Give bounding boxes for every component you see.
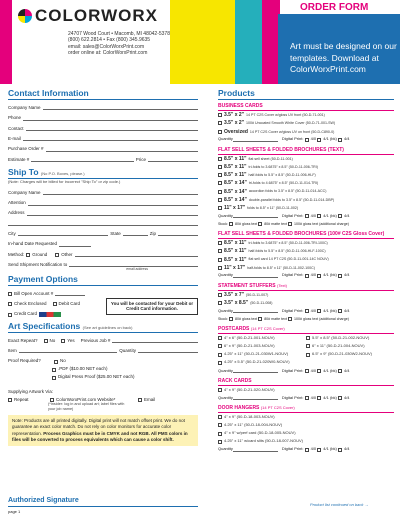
product-item[interactable]: 8.5" x 11" half-folds to 5.5" x 8.5" (50-D-11-006-HLF-100C) [218,247,394,255]
product-item[interactable]: 8.5" x 11" half-folds to 5.5" x 8.5" (50-D-11-006-HLF) [218,171,394,179]
website-note: (*Insider: log in and upload art; label files with your job name) [48,402,125,411]
product-item[interactable]: 6" x 11" (50-D-21-004-NOUV) [306,342,394,350]
payment-section [8,286,198,318]
statement-stuffers-heading: STATEMENT STUFFERS (Text) [218,283,394,291]
proof-row: Proof Required? No [8,358,66,364]
method-field[interactable]: Method: Ground Other [8,247,198,257]
brand-name: COLORWORX [35,6,158,25]
template-message: Art must be designed on our templates. Download at ColorWorxPrint.com [290,41,397,74]
product-item[interactable]: 3.5" x 2" 100# Uncoated Smooth White Cover (50-D-71-001-SW) [218,119,394,127]
print-note-box: Note: Products are all printed digitally. Digital print will not match offset print. We do not guarantee an exact color match. Do not rely on color monitors for accurate color representation. Process Graphics must be in CMYK and not RGB. All PMS colors in files will be converted to process equivalents which can cause a color shift. [8,415,198,446]
email-address-hint: email address [126,267,148,272]
product-item[interactable]: 4.25" x 11" (50-D-18-004-NOUV) [218,421,394,429]
header [0,0,400,84]
product-item[interactable]: 4" x 9" (50-D-18-003-NOUV) [218,413,394,421]
product-item[interactable]: 4" x 6" (50-D-21-001-NOUV) [218,334,306,342]
product-item[interactable]: 3.5" x 8.5" (50-D-11-008) [218,299,394,307]
product-item[interactable]: 3.5" x 7" (50-D-11-007) [218,291,394,299]
ship-company-field[interactable]: Company Name [8,185,198,195]
quantity-row[interactable]: Quantity Digital Print: 4/0 4/1 (bk) 4/4 [218,307,350,313]
product-item[interactable]: 4.25" x 11" w/card slits (50-D-18-007-NOUV) [218,438,394,446]
flat-sheets-cover-heading: FLAT SELL SHEETS & FOLDED BROCHURES (100# C2S Gloss Cover) [218,231,394,239]
exact-repeat-row: Exact Repeat? No Yes Previous Job # [8,333,198,343]
brand-logo [18,6,158,26]
stock-row[interactable]: Stock: 80# gloss text 80# matte text 100# gloss text (additional charge) [218,221,349,226]
product-item[interactable]: Oversized 14 PT C2S Cover w/gloss UV on front (50-D-C890-0) [218,128,394,136]
contact-heading: Contact Information [8,88,198,100]
proof-no-checkbox[interactable] [54,360,58,364]
press-proof-row: Digital Press Proof ($25.00 NET each) [8,372,198,380]
item-quantity-row[interactable]: Item Quantity [8,343,198,353]
quantity-row[interactable]: Quantity Digital Print: 4/0 4/1 (bk) 4/4 [218,446,350,452]
cyan-band [235,0,265,84]
pdf-proof-checkbox[interactable] [52,368,56,372]
continued-note: Product list continued on back → [310,502,369,507]
product-item[interactable]: 4" x 9" w/perf card (50-D-18-005-NOUV) [218,430,394,438]
product-item[interactable]: 8.5" x 14" double-parallel folds to 3.5" x 8.5" (50-D-11-014-DBP) [218,196,394,204]
repeat-no-checkbox[interactable] [44,339,48,343]
press-proof-checkbox[interactable] [52,376,56,380]
product-item[interactable]: 4.25" x 5.5" (50-D-21-020W0-NOUV) [218,359,306,367]
door-hangers-heading: DOOR HANGERS (14 PT C2S Cover) [218,405,394,413]
product-item[interactable]: 8.5" x 11" tri-folds to 3.6875" x 8.5" (50-D-11-006-TRI-100C) [218,239,394,247]
quantity-row[interactable]: Quantity Digital Print: 4/0 4/1 (bk) 4/4 [218,272,350,278]
address-field[interactable]: Address [8,206,198,216]
product-item[interactable]: 8.5" x 11" tri-folds to 3.6875" x 8.5" (50-D-11-006-TRI) [218,163,394,171]
purchase-order-field[interactable]: Purchase Order # [8,141,198,151]
ground-checkbox[interactable] [26,253,30,257]
debit-checkbox[interactable] [53,302,57,306]
product-item[interactable]: 6" x 9" (50-D-21-003-NOUV) [218,342,306,350]
card-contact-note: You will be contacted for your Debit or Credit Card information. [106,298,198,315]
logo-icon [18,9,32,23]
product-item[interactable]: 8.5" x 14" tri-folds to 4.6875" x 8.5" (50-D-11-014-TRI) [218,179,394,187]
product-item[interactable]: 5.5" x 8.5" (50-D-21-002-NOUV) [306,334,394,342]
company-address: 24707 Wood Court • Macomb, MI 48042-5378 (800) 622.2814 • Fax (800) 345.9635 email: sales@ColorWorxPrint.com order online at: ColorWorxPrint.com [68,31,170,56]
product-item[interactable]: 4" x 9" (50-D-21-020-NOUV) [218,386,394,394]
product-item[interactable]: 8.5" x 11" flat sell sheet (50-D-11-001) [218,155,394,163]
signature-line[interactable] [8,506,198,507]
phone-field[interactable]: Phone [8,110,198,120]
contact-field[interactable]: Contact [8,121,198,131]
supplying-row: Repeat ColorWorxPrint.com Website* Email [8,394,198,402]
quantity-row[interactable]: Quantity Digital Print: 4/0 4/1 (bk) 4/4 [218,394,350,400]
page-number: page 1 [8,509,21,514]
bill-open-account-field[interactable]: Bill Open Account # [8,286,198,296]
rack-cards-heading: RACK CARDS [218,378,394,386]
quantity-row[interactable]: Quantity Digital Print: 4/0 4/1 (bk) 4/4 [218,367,350,373]
card-logos-icon [39,312,61,317]
ship-note: (Note: Charges will be billed for incorrect "Ship To" or zip code.) [8,179,121,185]
credit-row: Credit Card [8,306,198,316]
product-item[interactable]: 8.5" x 14" accordion folds to 3.5" x 8.5" (50-D-11-014-ACC) [218,188,394,196]
city-state-zip[interactable]: City State Zip [8,226,198,236]
products-heading: Products [218,88,394,100]
postcards-grid [218,334,394,367]
quantity-row[interactable]: Quantity Digital Print: 4/0 4/1 (bk) 4/4 [218,212,350,218]
estimate-field[interactable]: Estimate # Price [8,152,198,162]
product-item[interactable]: 11" x 17" half-folds to 8.5" x 11" (50-D-11-002-100C) [218,264,394,272]
flat-sheets-heading: FLAT SELL SHEETS & FOLDED BROCHURES (TEXT) [218,147,394,155]
product-item[interactable]: 3.5" x 2" 14 PT C2S Cover w/gloss UV front (50-D-71-001) [218,111,394,119]
stock-row[interactable]: Stock: 80# gloss text 80# matte text 100# gloss text (additional charge) [218,317,349,322]
product-item[interactable]: 11" x 17" folds to 8.5" x 11" (50-D-11-002) [218,204,394,212]
art-heading: Art Specifications (See art guidelines on back) [8,321,198,333]
quantity-row[interactable]: Quantity Digital Print: 4/0 4/1 (bk) 4/4 [218,136,350,142]
products-column [218,88,394,454]
product-item[interactable]: 6.5" x 9" (50-D-21-030W2-NOUV) [306,351,394,359]
product-item[interactable]: 8.5" x 11" flat sell card 14 PT C2S (50-D-11-001-14C NOUV) [218,255,394,263]
supplying-label: Supplying Artwork Via: [8,388,53,394]
email-field[interactable]: E-mail [8,131,198,141]
supply-repeat-checkbox[interactable] [8,398,12,402]
in-hand-date-field[interactable]: In-hand Date Requested [8,236,198,246]
check-checkbox[interactable] [8,302,12,306]
check-debit-row: Check Enclosed Debit Card [8,296,198,306]
other-checkbox[interactable] [55,253,59,257]
ship-to-heading: Ship To (No P.O. Boxes, please.) [8,167,198,179]
attention-field[interactable]: Attention [8,195,198,205]
credit-checkbox[interactable] [8,313,12,317]
left-column [8,88,198,446]
postcards-heading: POSTCARDS (14 PT C2S Cover) [218,326,394,334]
pdf-proof-row: .PDF ($10.00 NET each) [8,364,198,372]
address-line-2[interactable] [8,216,198,226]
supply-email-checkbox[interactable] [138,398,142,402]
bill-checkbox[interactable] [8,292,12,296]
payment-heading: Payment Options [8,274,198,286]
repeat-yes-checkbox[interactable] [61,339,65,343]
product-item[interactable]: 4.25" x 11" (50-D-21-030W1-NOUV) [218,351,306,359]
company-name-field[interactable]: Company Name [8,100,198,110]
shipment-notification-field[interactable]: Send Shipment Notification to [8,257,198,267]
page-title: ORDER FORM [300,2,369,13]
magenta-band [0,0,12,84]
business-cards-heading: BUSINESS CARDS [218,103,394,111]
authorized-signature-label: Authorized Signature [8,497,79,504]
